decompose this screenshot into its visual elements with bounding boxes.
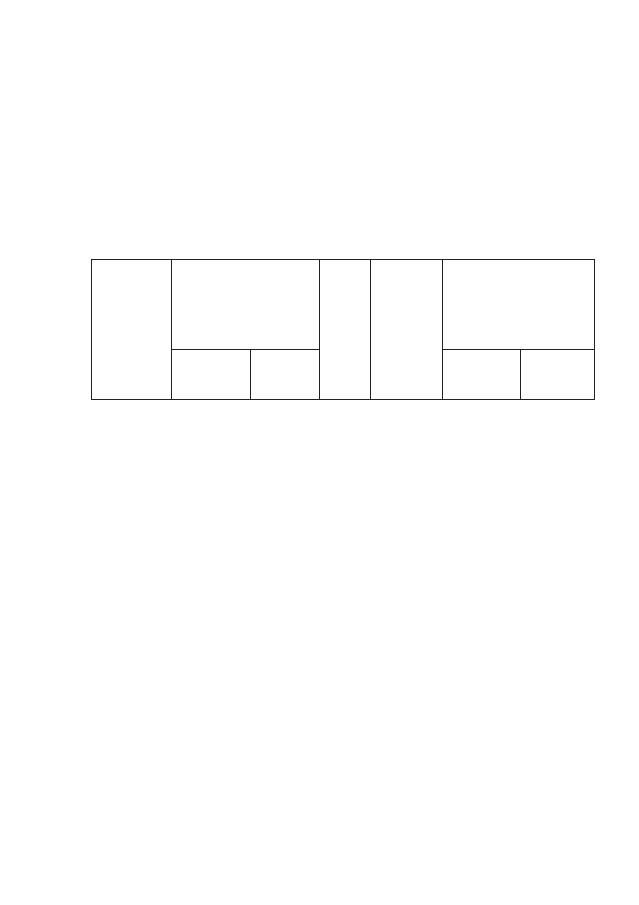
header-start-point	[92, 260, 172, 400]
header-x-end	[443, 350, 521, 400]
header-coords-start	[172, 260, 320, 350]
coordinates-table	[91, 259, 595, 400]
header-end-point	[371, 260, 443, 400]
header-y-start	[251, 350, 320, 400]
header-x-start	[172, 350, 251, 400]
header-coords-end	[443, 260, 595, 350]
header-y-end	[521, 350, 595, 400]
header-length	[320, 260, 371, 400]
